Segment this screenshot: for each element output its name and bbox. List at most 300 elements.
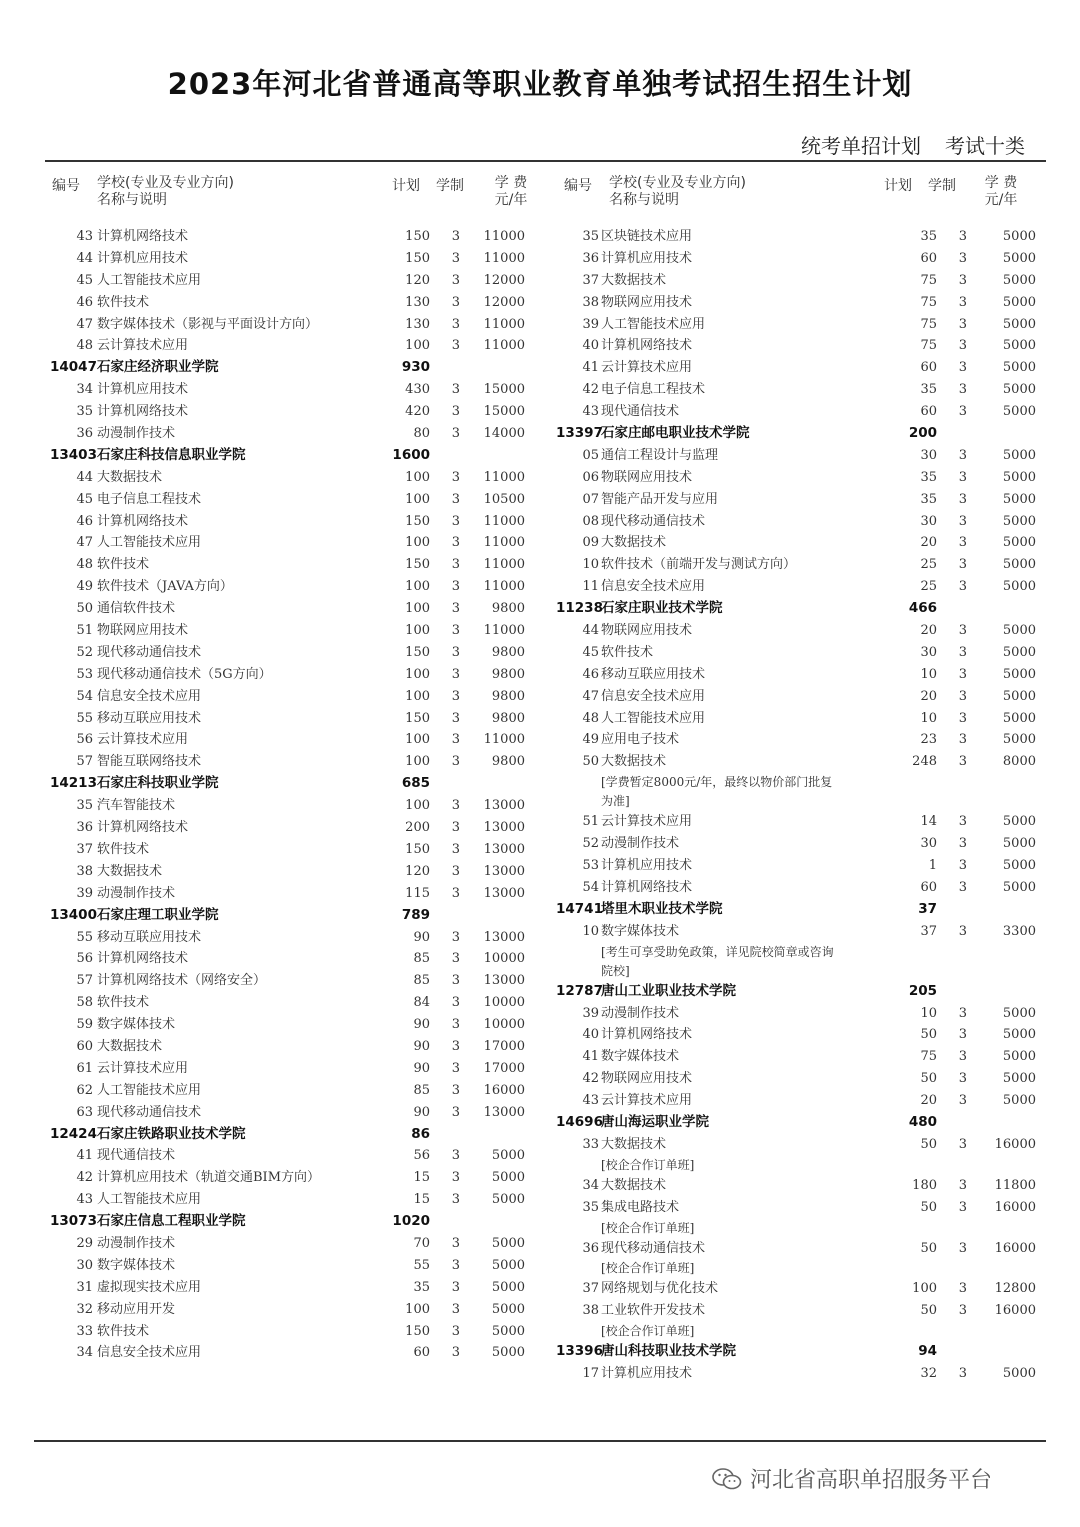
major-code: 06 bbox=[582, 469, 599, 485]
major-code: 47 bbox=[76, 535, 93, 551]
major-years: 3 bbox=[958, 732, 967, 748]
major-name: 大数据技术 bbox=[97, 469, 163, 485]
school-plan-total: 200 bbox=[908, 425, 937, 442]
major-code: 10 bbox=[582, 557, 599, 573]
major-code: 63 bbox=[76, 1104, 93, 1120]
major-years: 3 bbox=[451, 426, 460, 442]
school-row bbox=[40, 1211, 540, 1233]
header-years: 学制 bbox=[436, 178, 464, 194]
header-code: 编号 bbox=[564, 178, 592, 194]
major-plan: 150 bbox=[405, 557, 430, 573]
major-row bbox=[552, 1090, 1052, 1112]
major-name: 计算机应用技术 bbox=[601, 1366, 693, 1382]
right-column bbox=[552, 172, 1052, 1385]
major-plan: 20 bbox=[920, 623, 937, 639]
major-row bbox=[40, 423, 540, 445]
major-years: 3 bbox=[451, 557, 460, 573]
major-row bbox=[40, 642, 540, 664]
major-row bbox=[552, 1363, 1052, 1385]
major-fee: 5000 bbox=[1002, 491, 1036, 507]
major-code: 34 bbox=[76, 382, 93, 398]
major-fee: 5000 bbox=[491, 1257, 525, 1273]
major-code: 44 bbox=[582, 623, 599, 639]
major-note: [考生可享受助免政策，详见院校简章或咨询 bbox=[601, 944, 834, 959]
major-name: 人工智能技术应用 bbox=[97, 1082, 202, 1098]
school-row bbox=[552, 423, 1052, 445]
major-row bbox=[552, 921, 1052, 943]
major-plan: 50 bbox=[920, 1071, 937, 1087]
major-plan: 70 bbox=[413, 1235, 430, 1251]
major-name: 数字媒体技术 bbox=[601, 923, 680, 939]
major-code: 55 bbox=[76, 929, 93, 945]
major-plan: 90 bbox=[413, 1060, 430, 1076]
major-row bbox=[40, 620, 540, 642]
major-row bbox=[40, 861, 540, 883]
school-plan-total: 37 bbox=[918, 900, 937, 917]
major-row bbox=[552, 1046, 1052, 1068]
major-row bbox=[552, 1238, 1052, 1260]
major-plan: 50 bbox=[920, 1303, 937, 1319]
plan-type: 统考单招计划 bbox=[801, 134, 921, 158]
major-row bbox=[40, 379, 540, 401]
major-years: 3 bbox=[958, 814, 967, 830]
major-fee: 5000 bbox=[1002, 579, 1036, 595]
school-plan-total: 685 bbox=[401, 775, 430, 792]
major-row bbox=[552, 708, 1052, 730]
major-code: 50 bbox=[582, 754, 599, 770]
major-plan: 85 bbox=[413, 951, 430, 967]
major-row bbox=[40, 751, 540, 773]
major-plan: 150 bbox=[405, 710, 430, 726]
major-plan: 30 bbox=[920, 644, 937, 660]
major-fee: 5000 bbox=[1002, 513, 1036, 529]
major-fee: 16000 bbox=[483, 1082, 525, 1098]
major-years: 3 bbox=[451, 841, 460, 857]
header-name bbox=[97, 175, 234, 209]
major-row bbox=[40, 292, 540, 314]
major-row bbox=[552, 292, 1052, 314]
header-name-line2: 名称与说明 bbox=[97, 192, 167, 208]
major-fee: 13000 bbox=[483, 798, 525, 814]
major-row bbox=[40, 1167, 540, 1189]
major-years: 3 bbox=[451, 732, 460, 748]
major-plan: 32 bbox=[920, 1366, 937, 1382]
major-row bbox=[40, 1233, 540, 1255]
major-years: 3 bbox=[958, 469, 967, 485]
school-name: 唐山科技职业技术学院 bbox=[601, 1343, 736, 1360]
note-row bbox=[552, 792, 1052, 811]
major-name: 计算机网络技术 bbox=[97, 404, 189, 420]
watermark bbox=[712, 1463, 992, 1494]
major-fee: 3300 bbox=[1002, 923, 1036, 939]
major-note: 为准] bbox=[601, 794, 630, 809]
major-fee: 5000 bbox=[1002, 1093, 1036, 1109]
major-plan: 90 bbox=[413, 1038, 430, 1054]
major-code: 07 bbox=[582, 491, 599, 507]
major-years: 3 bbox=[451, 250, 460, 266]
major-name: 人工智能技术应用 bbox=[97, 535, 202, 551]
header-years: 学制 bbox=[928, 178, 956, 194]
major-fee: 11000 bbox=[483, 623, 525, 639]
school-plan-total: 466 bbox=[908, 600, 937, 617]
major-years: 3 bbox=[958, 491, 967, 507]
major-plan: 35 bbox=[413, 1279, 430, 1295]
major-fee: 5000 bbox=[491, 1279, 525, 1295]
major-row bbox=[552, 855, 1052, 877]
major-fee: 5000 bbox=[1002, 623, 1036, 639]
major-name: 云计算技术应用 bbox=[97, 338, 189, 354]
major-code: 48 bbox=[582, 710, 599, 726]
major-fee: 11000 bbox=[483, 535, 525, 551]
major-plan: 120 bbox=[405, 272, 430, 288]
major-years: 3 bbox=[451, 469, 460, 485]
major-plan: 10 bbox=[920, 710, 937, 726]
major-row bbox=[552, 511, 1052, 533]
major-fee: 5000 bbox=[1002, 858, 1036, 874]
major-name: 动漫制作技术 bbox=[601, 1005, 680, 1021]
major-code: 44 bbox=[76, 250, 93, 266]
major-code: 39 bbox=[76, 885, 93, 901]
major-name: 数字媒体技术 bbox=[97, 1017, 176, 1033]
major-row bbox=[552, 576, 1052, 598]
major-plan: 25 bbox=[920, 579, 937, 595]
major-row bbox=[40, 883, 540, 905]
major-fee: 5000 bbox=[1002, 710, 1036, 726]
major-years: 3 bbox=[451, 688, 460, 704]
major-plan: 85 bbox=[413, 1082, 430, 1098]
header-name-line1: 学校(专业及专业方向) bbox=[609, 175, 746, 191]
major-years: 3 bbox=[451, 710, 460, 726]
major-fee: 11000 bbox=[483, 469, 525, 485]
major-plan: 100 bbox=[405, 623, 430, 639]
major-plan: 25 bbox=[920, 557, 937, 573]
major-plan: 100 bbox=[405, 1301, 430, 1317]
school-code: 14213 bbox=[50, 775, 97, 792]
major-years: 3 bbox=[958, 1366, 967, 1382]
major-fee: 13000 bbox=[483, 973, 525, 989]
major-fee: 13000 bbox=[483, 841, 525, 857]
school-row bbox=[552, 598, 1052, 620]
major-code: 38 bbox=[76, 863, 93, 879]
major-years: 3 bbox=[958, 1303, 967, 1319]
major-years: 3 bbox=[451, 1279, 460, 1295]
school-row bbox=[40, 1124, 540, 1146]
major-plan: 115 bbox=[405, 885, 430, 901]
major-years: 3 bbox=[451, 1345, 460, 1361]
major-fee: 13000 bbox=[483, 1104, 525, 1120]
school-plan-total: 930 bbox=[401, 359, 430, 376]
header-fee bbox=[976, 175, 1026, 209]
major-fee: 5000 bbox=[1002, 250, 1036, 266]
major-fee: 5000 bbox=[1002, 272, 1036, 288]
major-row bbox=[552, 877, 1052, 899]
major-code: 53 bbox=[582, 858, 599, 874]
major-years: 3 bbox=[451, 601, 460, 617]
major-plan: 100 bbox=[405, 469, 430, 485]
major-plan: 60 bbox=[920, 404, 937, 420]
major-years: 3 bbox=[958, 250, 967, 266]
major-code: 48 bbox=[76, 557, 93, 573]
major-years: 3 bbox=[958, 1027, 967, 1043]
school-name: 唐山海运职业学院 bbox=[601, 1113, 709, 1130]
major-row bbox=[552, 379, 1052, 401]
major-name: 现代通信技术 bbox=[601, 404, 680, 420]
major-name: 电子信息工程技术 bbox=[601, 382, 706, 398]
major-plan: 60 bbox=[920, 250, 937, 266]
major-plan: 80 bbox=[413, 426, 430, 442]
major-fee: 15000 bbox=[483, 382, 525, 398]
major-plan: 75 bbox=[920, 338, 937, 354]
major-name: 计算机网络技术 bbox=[97, 820, 189, 836]
major-name: 信息安全技术应用 bbox=[97, 688, 202, 704]
major-name: 软件技术 bbox=[601, 644, 654, 660]
header-fee bbox=[486, 175, 536, 209]
major-name: 软件技术 bbox=[97, 294, 150, 310]
major-name: 信息安全技术应用 bbox=[601, 688, 706, 704]
major-fee: 5000 bbox=[1002, 644, 1036, 660]
header-plan: 计划 bbox=[884, 178, 912, 194]
major-years: 3 bbox=[958, 754, 967, 770]
major-row bbox=[40, 1145, 540, 1167]
major-name: 现代移动通信技术（5G方向） bbox=[97, 666, 272, 682]
school-code: 14047 bbox=[50, 359, 97, 376]
major-years: 3 bbox=[958, 513, 967, 529]
major-fee: 5000 bbox=[491, 1301, 525, 1317]
major-years: 3 bbox=[958, 923, 967, 939]
major-code: 30 bbox=[76, 1257, 93, 1273]
major-name: 云计算技术应用 bbox=[601, 1093, 693, 1109]
major-code: 52 bbox=[582, 836, 599, 852]
major-years: 3 bbox=[958, 557, 967, 573]
note-row bbox=[552, 1259, 1052, 1278]
major-name: 云计算技术应用 bbox=[601, 814, 693, 830]
major-code: 38 bbox=[582, 1303, 599, 1319]
major-fee: 5000 bbox=[1002, 666, 1036, 682]
major-plan: 75 bbox=[920, 272, 937, 288]
major-code: 31 bbox=[76, 1279, 93, 1295]
major-name: 计算机应用技术 bbox=[97, 250, 189, 266]
major-years: 3 bbox=[958, 879, 967, 895]
major-code: 36 bbox=[582, 1240, 599, 1256]
school-row bbox=[40, 773, 540, 795]
major-fee: 16000 bbox=[994, 1199, 1036, 1215]
major-name: 动漫制作技术 bbox=[601, 836, 680, 852]
major-years: 3 bbox=[451, 1192, 460, 1208]
bottom-rule bbox=[34, 1440, 1046, 1442]
major-fee: 12000 bbox=[483, 272, 525, 288]
major-code: 46 bbox=[582, 666, 599, 682]
major-code: 46 bbox=[76, 294, 93, 310]
major-years: 3 bbox=[958, 338, 967, 354]
major-years: 3 bbox=[958, 1005, 967, 1021]
school-code: 14741 bbox=[556, 900, 603, 917]
major-row bbox=[552, 554, 1052, 576]
major-plan: 150 bbox=[405, 841, 430, 857]
major-fee: 10000 bbox=[483, 1017, 525, 1033]
major-code: 56 bbox=[76, 732, 93, 748]
top-rule bbox=[45, 160, 1046, 162]
major-fee: 5000 bbox=[1002, 447, 1036, 463]
major-plan: 75 bbox=[920, 1049, 937, 1065]
major-plan: 90 bbox=[413, 1017, 430, 1033]
major-row bbox=[40, 489, 540, 511]
major-plan: 15 bbox=[413, 1192, 430, 1208]
major-name: 动漫制作技术 bbox=[97, 1235, 176, 1251]
major-row bbox=[40, 270, 540, 292]
header-name bbox=[609, 175, 746, 209]
major-name: 计算机应用技术 bbox=[97, 382, 189, 398]
major-name: 现代移动通信技术 bbox=[601, 513, 706, 529]
major-fee: 5000 bbox=[1002, 294, 1036, 310]
major-row bbox=[40, 817, 540, 839]
major-fee: 5000 bbox=[491, 1192, 525, 1208]
major-code: 39 bbox=[582, 1005, 599, 1021]
major-row bbox=[40, 664, 540, 686]
watermark-text: 河北省高职单招服务平台 bbox=[750, 1468, 993, 1493]
left-column bbox=[40, 172, 540, 1364]
major-name: 云计算技术应用 bbox=[97, 1060, 189, 1076]
major-name: 数字媒体技术 bbox=[601, 1049, 680, 1065]
major-name: 数字媒体技术（影视与平面设计方向） bbox=[97, 316, 319, 332]
school-code: 13073 bbox=[50, 1213, 97, 1230]
major-fee: 11800 bbox=[994, 1177, 1036, 1193]
school-row bbox=[40, 445, 540, 467]
major-fee: 9800 bbox=[491, 688, 525, 704]
table-header bbox=[552, 172, 1052, 222]
major-plan: 14 bbox=[920, 814, 937, 830]
major-name: 大数据技术 bbox=[601, 754, 667, 770]
major-fee: 13000 bbox=[483, 820, 525, 836]
major-plan: 30 bbox=[920, 513, 937, 529]
major-plan: 100 bbox=[405, 491, 430, 507]
major-code: 46 bbox=[76, 513, 93, 529]
major-plan: 20 bbox=[920, 688, 937, 704]
major-name: 移动互联应用技术 bbox=[601, 666, 706, 682]
major-code: 51 bbox=[76, 623, 93, 639]
note-row bbox=[552, 962, 1052, 981]
major-code: 10 bbox=[582, 923, 599, 939]
major-name: 现代移动通信技术 bbox=[97, 1104, 202, 1120]
school-row bbox=[552, 1112, 1052, 1134]
major-row bbox=[552, 751, 1052, 773]
school-name: 唐山工业职业技术学院 bbox=[601, 982, 736, 999]
major-fee: 9800 bbox=[491, 666, 525, 682]
major-name: 计算机网络技术 bbox=[97, 951, 189, 967]
school-plan-total: 480 bbox=[908, 1113, 937, 1130]
major-code: 55 bbox=[76, 710, 93, 726]
major-row bbox=[552, 467, 1052, 489]
major-years: 3 bbox=[451, 294, 460, 310]
major-plan: 35 bbox=[920, 491, 937, 507]
major-name: 数字媒体技术 bbox=[97, 1257, 176, 1273]
major-years: 3 bbox=[958, 229, 967, 244]
major-plan: 30 bbox=[920, 447, 937, 463]
major-years: 3 bbox=[451, 382, 460, 398]
major-name: 物联网应用技术 bbox=[601, 294, 693, 310]
major-fee: 11000 bbox=[483, 513, 525, 529]
major-fee: 13000 bbox=[483, 863, 525, 879]
major-row bbox=[40, 1080, 540, 1102]
major-name: 移动应用开发 bbox=[97, 1301, 176, 1317]
major-code: 54 bbox=[76, 688, 93, 704]
note-row bbox=[552, 1322, 1052, 1341]
major-code: 42 bbox=[582, 1071, 599, 1087]
major-fee: 5000 bbox=[491, 1323, 525, 1339]
major-plan: 20 bbox=[920, 535, 937, 551]
major-plan: 50 bbox=[920, 1240, 937, 1256]
major-code: 57 bbox=[76, 973, 93, 989]
plan-subtitle bbox=[801, 130, 1025, 159]
major-name: 工业软件开发技术 bbox=[601, 1303, 706, 1319]
major-row bbox=[552, 1278, 1052, 1300]
major-note: 院校] bbox=[601, 963, 630, 978]
major-code: 34 bbox=[582, 1177, 599, 1193]
school-name: 石家庄经济职业学院 bbox=[97, 359, 219, 376]
major-code: 49 bbox=[582, 732, 599, 748]
note-row bbox=[552, 1156, 1052, 1175]
major-fee: 10000 bbox=[483, 951, 525, 967]
major-years: 3 bbox=[958, 316, 967, 332]
major-years: 3 bbox=[451, 1323, 460, 1339]
major-plan: 150 bbox=[405, 513, 430, 529]
major-plan: 248 bbox=[912, 754, 937, 770]
school-code: 12787 bbox=[556, 982, 603, 999]
major-fee: 16000 bbox=[994, 1136, 1036, 1152]
major-row bbox=[552, 833, 1052, 855]
major-code: 11 bbox=[582, 579, 599, 595]
major-code: 47 bbox=[76, 316, 93, 332]
major-name: 软件技术（前端开发与测试方向） bbox=[601, 557, 797, 573]
major-fee: 5000 bbox=[1002, 1366, 1036, 1382]
major-fee: 12800 bbox=[994, 1281, 1036, 1297]
major-code: 34 bbox=[76, 1345, 93, 1361]
major-years: 3 bbox=[958, 623, 967, 639]
major-years: 3 bbox=[958, 535, 967, 551]
left-rows bbox=[40, 226, 540, 1364]
major-years: 3 bbox=[451, 491, 460, 507]
major-code: 50 bbox=[76, 601, 93, 617]
major-fee: 17000 bbox=[483, 1060, 525, 1076]
major-fee: 9800 bbox=[491, 644, 525, 660]
major-plan: 23 bbox=[920, 732, 937, 748]
right-rows bbox=[552, 226, 1052, 1385]
major-row bbox=[552, 729, 1052, 751]
major-name: 软件技术 bbox=[97, 557, 150, 573]
note-row bbox=[552, 773, 1052, 792]
major-code: 33 bbox=[76, 1323, 93, 1339]
major-years: 3 bbox=[451, 1104, 460, 1120]
major-name: 区块链技术应用 bbox=[601, 229, 693, 244]
major-years: 3 bbox=[451, 535, 460, 551]
major-plan: 35 bbox=[920, 229, 937, 244]
major-fee: 5000 bbox=[1002, 1049, 1036, 1065]
major-row bbox=[552, 811, 1052, 833]
major-code: 57 bbox=[76, 754, 93, 770]
major-fee: 15000 bbox=[483, 404, 525, 420]
major-name: 云计算技术应用 bbox=[601, 360, 693, 376]
school-code: 13403 bbox=[50, 446, 97, 463]
major-name: 大数据技术 bbox=[601, 535, 667, 551]
major-plan: 100 bbox=[405, 535, 430, 551]
major-fee: 5000 bbox=[491, 1345, 525, 1361]
major-fee: 17000 bbox=[483, 1038, 525, 1054]
major-years: 3 bbox=[451, 1170, 460, 1186]
major-code: 40 bbox=[582, 338, 599, 354]
major-row bbox=[40, 708, 540, 730]
major-plan: 100 bbox=[405, 732, 430, 748]
school-name: 石家庄理工职业学院 bbox=[97, 906, 219, 923]
major-code: 36 bbox=[582, 250, 599, 266]
